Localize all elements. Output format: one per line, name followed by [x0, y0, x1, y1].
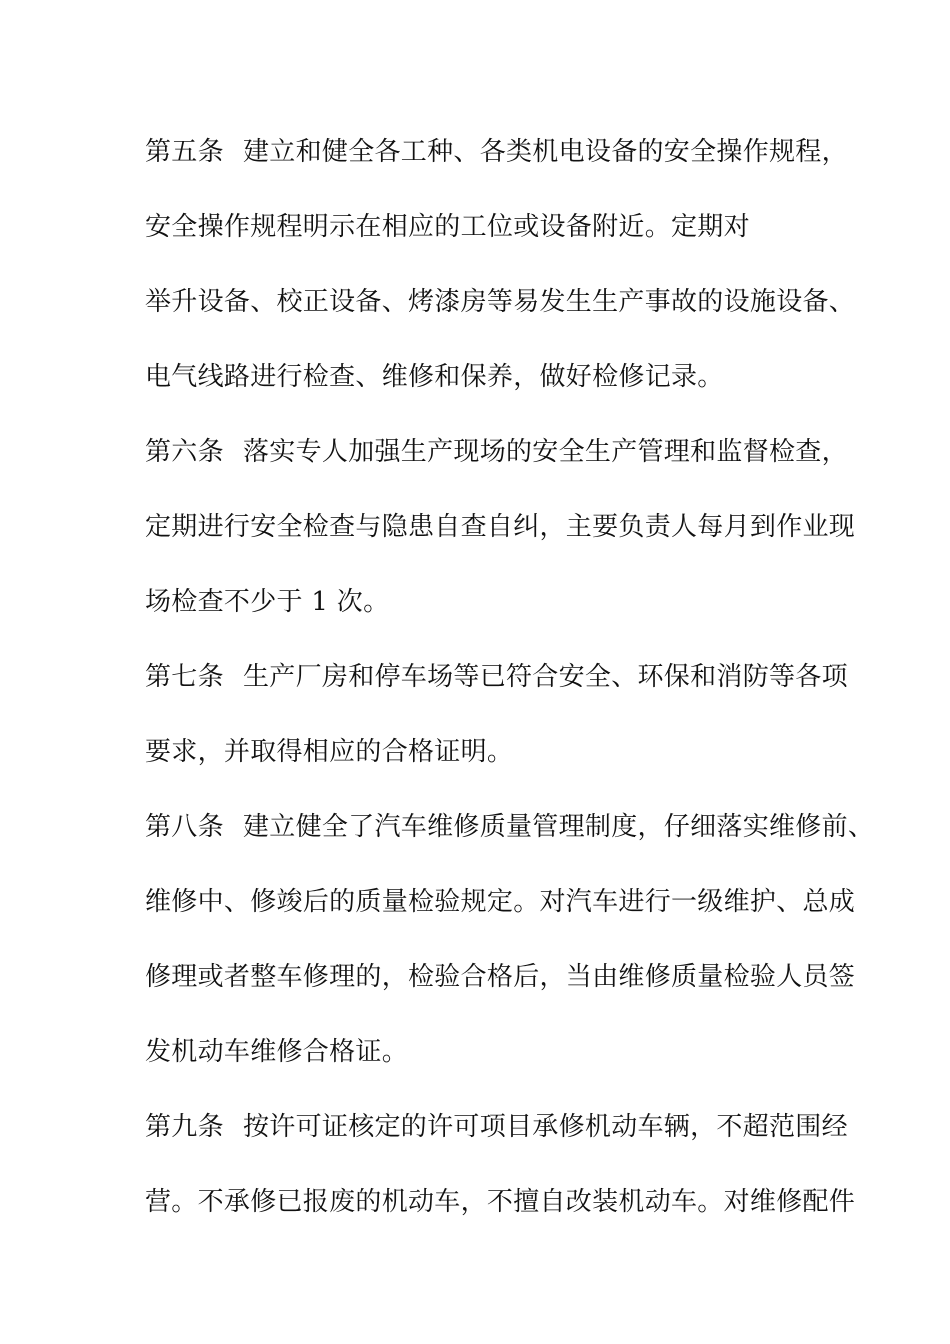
article-5-line-1: [145, 135, 848, 169]
article-9-line-2: [145, 1185, 855, 1219]
line-text: 安全操作规程明示在相应的工位或设备附近。定期对: [145, 212, 750, 242]
article-8-line-2: [145, 885, 855, 919]
article-label: 第九条: [145, 1112, 224, 1142]
article-6-line-3: [145, 585, 389, 619]
article-label: 第六条: [145, 437, 224, 467]
line-text: 生产厂房和停车场等已符合安全、环保和消防等各项: [243, 662, 848, 692]
article-8-line-4: [145, 1035, 408, 1069]
article-8-line-3: [145, 960, 855, 994]
line-text: 建立健全了汽车维修质量管理制度，仔细落实维修前、: [243, 812, 875, 842]
line-text: 场检查不少于 1 次。: [145, 587, 390, 617]
article-7-line-2: [145, 735, 513, 769]
article-6-line-1: [145, 435, 848, 469]
article-5-line-2: [145, 210, 750, 244]
article-5-line-4: [145, 360, 724, 394]
article-label: 第八条: [145, 812, 224, 842]
article-8-line-1: [145, 810, 874, 844]
line-text: 要求，并取得相应的合格证明。: [145, 737, 514, 767]
line-text: 按许可证核定的许可项目承修机动车辆，不超范围经: [243, 1112, 848, 1142]
line-text: 修理或者整车修理的，检验合格后，当由维修质量检验人员签: [145, 962, 856, 992]
line-text: 电气线路进行检查、维修和保养，做好检修记录。: [145, 362, 724, 392]
article-6-line-2: [145, 510, 855, 544]
line-text: 建立和健全各工种、各类机电设备的安全操作规程，: [243, 137, 848, 167]
article-7-line-1: [145, 660, 848, 694]
article-label: 第七条: [145, 662, 224, 692]
line-text: 维修中、修竣后的质量检验规定。对汽车进行一级维护、总成: [145, 887, 856, 917]
article-5-line-3: [145, 285, 855, 319]
line-text: 发机动车维修合格证。: [145, 1037, 409, 1067]
article-9-line-1: [145, 1110, 848, 1144]
line-text: 定期进行安全检查与隐患自查自纠，主要负责人每月到作业现: [145, 512, 856, 542]
line-text: 营。不承修已报废的机动车，不擅自改装机动车。对维修配件: [145, 1187, 856, 1217]
article-label: 第五条: [145, 137, 224, 167]
line-text: 举升设备、校正设备、烤漆房等易发生生产事故的设施设备、: [145, 287, 856, 317]
line-text: 落实专人加强生产现场的安全生产管理和监督检查，: [243, 437, 848, 467]
